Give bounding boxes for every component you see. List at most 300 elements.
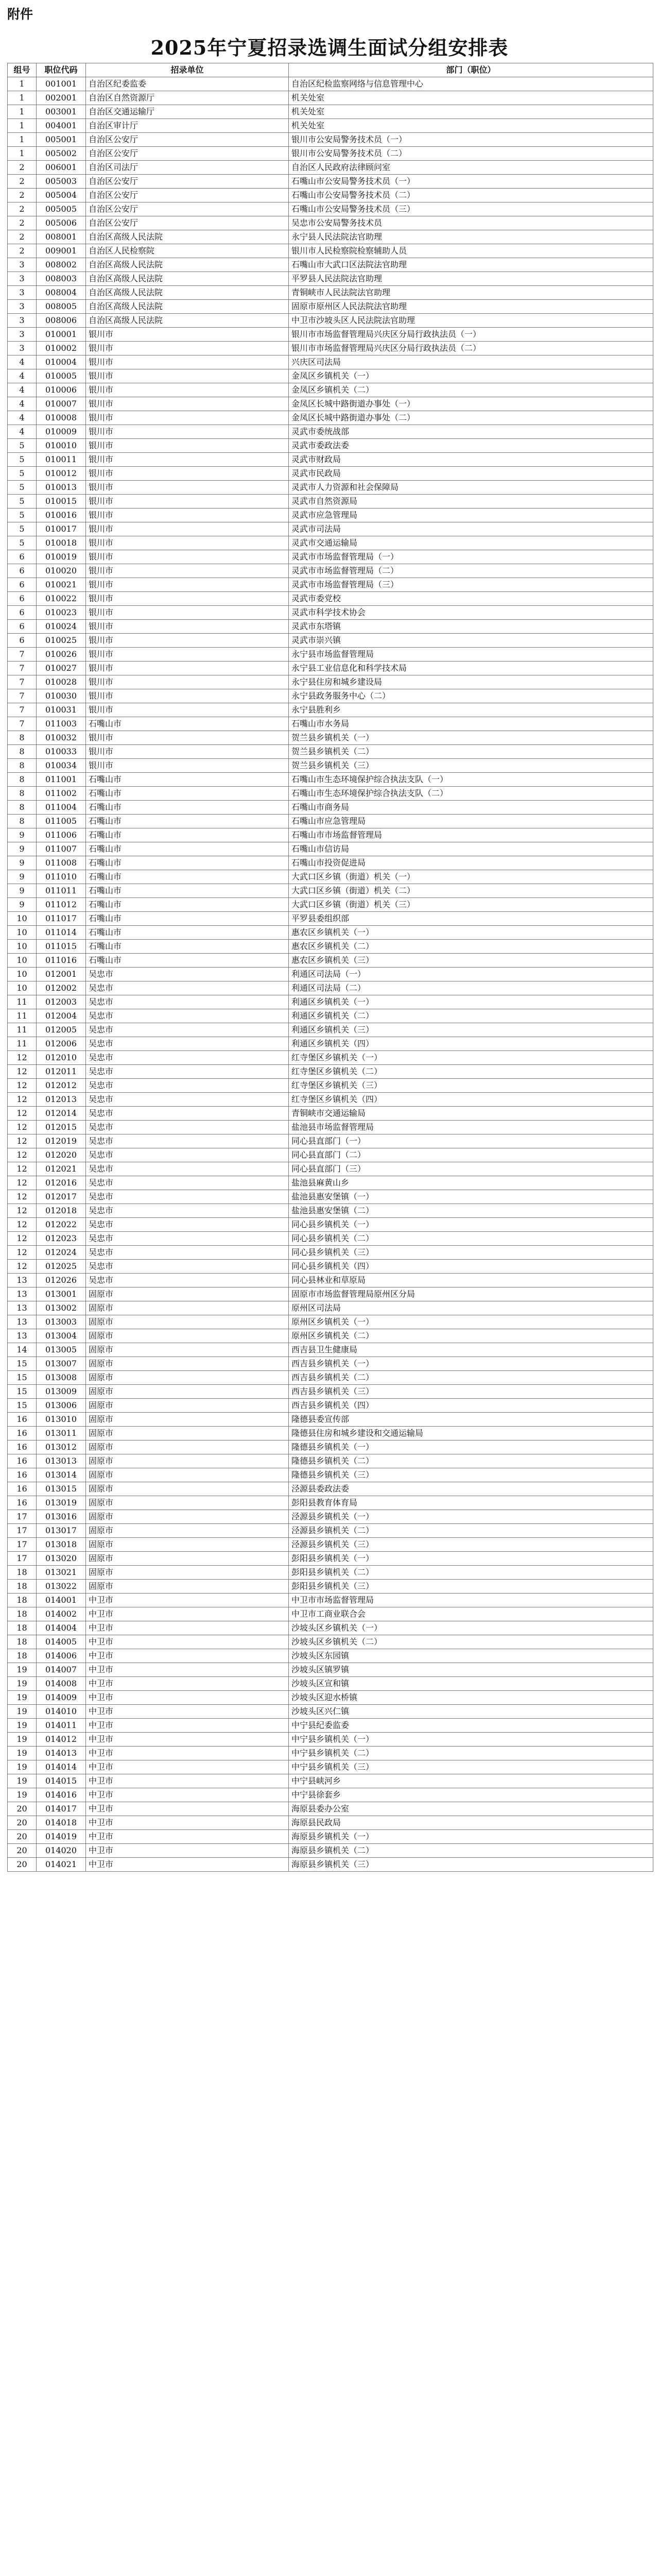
position-code-cell: 002001 — [37, 91, 86, 105]
position-code-cell: 012001 — [37, 968, 86, 981]
recruiting-unit-cell: 固原市 — [86, 1427, 289, 1440]
table-row — [8, 77, 653, 91]
group-number-cell: 9 — [8, 856, 37, 870]
department-cell: 盐池县麻黄山乡 — [289, 1176, 653, 1190]
department-cell: 灵武市科学技术协会 — [289, 606, 653, 620]
group-number-cell: 10 — [8, 954, 37, 968]
position-code-cell: 013020 — [37, 1552, 86, 1566]
recruiting-unit-cell: 吴忠市 — [86, 995, 289, 1009]
group-number-cell: 10 — [8, 968, 37, 981]
position-code-cell: 013002 — [37, 1301, 86, 1315]
position-code-cell: 014005 — [37, 1635, 86, 1649]
group-number-cell: 2 — [8, 244, 37, 258]
recruiting-unit-cell: 吴忠市 — [86, 1134, 289, 1148]
department-cell: 沙坡头区镇罗镇 — [289, 1663, 653, 1677]
position-code-cell: 008001 — [37, 230, 86, 244]
position-code-cell: 011004 — [37, 801, 86, 815]
group-number-cell: 2 — [8, 202, 37, 216]
table-row — [8, 578, 653, 592]
group-number-cell: 5 — [8, 481, 37, 495]
recruiting-unit-cell: 银川市 — [86, 495, 289, 509]
department-cell: 自治区人民政府法律顾问室 — [289, 161, 653, 175]
department-cell: 永宁县住房和城乡建设局 — [289, 675, 653, 689]
department-cell: 红寺堡区乡镇机关（二） — [289, 1065, 653, 1079]
position-code-cell: 010020 — [37, 564, 86, 578]
position-code-cell: 011003 — [37, 717, 86, 731]
table-row — [8, 91, 653, 105]
group-number-cell: 11 — [8, 1023, 37, 1037]
position-code-cell: 012015 — [37, 1121, 86, 1134]
department-cell: 石嘴山市投资促进局 — [289, 856, 653, 870]
group-number-cell: 4 — [8, 397, 37, 411]
group-number-cell: 2 — [8, 175, 37, 189]
group-number-cell: 6 — [8, 620, 37, 634]
table-row — [8, 342, 653, 355]
recruiting-unit-cell: 中卫市 — [86, 1607, 289, 1621]
department-cell: 石嘴山市公安局警务技术员（二） — [289, 189, 653, 202]
recruiting-unit-cell: 自治区公安厅 — [86, 175, 289, 189]
position-code-cell: 013006 — [37, 1399, 86, 1413]
recruiting-unit-cell: 固原市 — [86, 1552, 289, 1566]
table-row — [8, 1760, 653, 1774]
group-number-cell: 1 — [8, 147, 37, 161]
recruiting-unit-cell: 自治区高级人民法院 — [86, 272, 289, 286]
recruiting-unit-cell: 中卫市 — [86, 1733, 289, 1747]
department-cell: 泾源县乡镇机关（一） — [289, 1510, 653, 1524]
department-cell: 沙坡头区东园镇 — [289, 1649, 653, 1663]
department-cell: 西吉县乡镇机关（一） — [289, 1357, 653, 1371]
table-row — [8, 258, 653, 272]
department-cell: 同心县乡镇机关（四） — [289, 1260, 653, 1274]
department-cell: 泾源县乡镇机关（三） — [289, 1538, 653, 1552]
department-cell: 同心县乡镇机关（二） — [289, 1232, 653, 1246]
department-cell: 灵武市财政局 — [289, 453, 653, 467]
department-cell: 永宁县人民法院法官助理 — [289, 230, 653, 244]
department-cell: 灵武市市场监督管理局（二） — [289, 564, 653, 578]
group-number-cell: 12 — [8, 1107, 37, 1121]
group-number-cell: 16 — [8, 1454, 37, 1468]
position-code-cell: 012004 — [37, 1009, 86, 1023]
table-row — [8, 1691, 653, 1705]
position-code-cell: 013008 — [37, 1371, 86, 1385]
position-code-cell: 010034 — [37, 759, 86, 773]
table-row — [8, 495, 653, 509]
position-code-cell: 014018 — [37, 1816, 86, 1830]
position-code-cell: 011015 — [37, 940, 86, 954]
group-number-cell: 5 — [8, 453, 37, 467]
group-number-cell: 5 — [8, 509, 37, 522]
table-row — [8, 1023, 653, 1037]
table-row — [8, 1260, 653, 1274]
group-number-cell: 15 — [8, 1399, 37, 1413]
position-code-cell: 013016 — [37, 1510, 86, 1524]
position-code-cell: 012025 — [37, 1260, 86, 1274]
attachment-label: 附件 — [7, 7, 33, 22]
table-row — [8, 703, 653, 717]
table-row — [8, 662, 653, 675]
group-number-cell: 1 — [8, 77, 37, 91]
position-code-cell: 013022 — [37, 1580, 86, 1594]
table-row — [8, 1858, 653, 1872]
group-number-cell: 12 — [8, 1218, 37, 1232]
department-cell: 彭阳县乡镇机关（一） — [289, 1552, 653, 1566]
table-row — [8, 675, 653, 689]
table-row — [8, 1427, 653, 1440]
recruiting-unit-cell: 自治区司法厅 — [86, 161, 289, 175]
recruiting-unit-cell: 吴忠市 — [86, 1260, 289, 1274]
department-cell: 金凤区乡镇机关（二） — [289, 383, 653, 397]
department-cell: 石嘴山市公安局警务技术员（三） — [289, 202, 653, 216]
department-cell: 红寺堡区乡镇机关（四） — [289, 1093, 653, 1107]
department-cell: 石嘴山市生态环境保护综合执法支队（一） — [289, 773, 653, 787]
table-row — [8, 1621, 653, 1635]
recruiting-unit-cell: 中卫市 — [86, 1816, 289, 1830]
recruiting-unit-cell: 固原市 — [86, 1538, 289, 1552]
group-number-cell: 3 — [8, 342, 37, 355]
department-cell: 沙坡头区兴仁镇 — [289, 1705, 653, 1719]
header-unit: 招录单位 — [86, 63, 289, 77]
position-code-cell: 011016 — [37, 954, 86, 968]
group-number-cell: 8 — [8, 745, 37, 759]
department-cell: 盐池县惠安堡镇（二） — [289, 1204, 653, 1218]
recruiting-unit-cell: 自治区审计厅 — [86, 119, 289, 133]
group-number-cell: 9 — [8, 842, 37, 856]
table-row — [8, 411, 653, 425]
position-code-cell: 010001 — [37, 328, 86, 342]
position-code-cell: 012013 — [37, 1093, 86, 1107]
group-number-cell: 18 — [8, 1580, 37, 1594]
recruiting-unit-cell: 自治区公安厅 — [86, 202, 289, 216]
table-row — [8, 1747, 653, 1760]
group-number-cell: 19 — [8, 1677, 37, 1691]
recruiting-unit-cell: 石嘴山市 — [86, 842, 289, 856]
recruiting-unit-cell: 中卫市 — [86, 1774, 289, 1788]
department-cell: 机关处室 — [289, 91, 653, 105]
table-row — [8, 1204, 653, 1218]
group-number-cell: 1 — [8, 119, 37, 133]
position-code-cell: 011010 — [37, 870, 86, 884]
table-row — [8, 898, 653, 912]
department-cell: 金凤区乡镇机关（一） — [289, 369, 653, 383]
department-cell: 大武口区乡镇（街道）机关（二） — [289, 884, 653, 898]
recruiting-unit-cell: 自治区公安厅 — [86, 133, 289, 147]
position-code-cell: 010006 — [37, 383, 86, 397]
department-cell: 隆德县住房和城乡建设和交通运输局 — [289, 1427, 653, 1440]
department-cell: 同心县乡镇机关（三） — [289, 1246, 653, 1260]
group-number-cell: 12 — [8, 1232, 37, 1246]
table-row — [8, 634, 653, 648]
group-number-cell: 11 — [8, 1037, 37, 1051]
table-row — [8, 842, 653, 856]
header-group: 组号 — [8, 63, 37, 77]
table-row — [8, 522, 653, 536]
table-row — [8, 161, 653, 175]
department-cell: 平罗县人民法院法官助理 — [289, 272, 653, 286]
table-row — [8, 189, 653, 202]
table-row — [8, 1677, 653, 1691]
department-cell: 海原县乡镇机关（三） — [289, 1858, 653, 1872]
position-code-cell: 010027 — [37, 662, 86, 675]
recruiting-unit-cell: 银川市 — [86, 731, 289, 745]
recruiting-unit-cell: 吴忠市 — [86, 1009, 289, 1023]
position-code-cell: 010031 — [37, 703, 86, 717]
recruiting-unit-cell: 银川市 — [86, 550, 289, 564]
department-cell: 惠农区乡镇机关（三） — [289, 954, 653, 968]
recruiting-unit-cell: 石嘴山市 — [86, 912, 289, 926]
group-number-cell: 8 — [8, 759, 37, 773]
recruiting-unit-cell: 吴忠市 — [86, 1176, 289, 1190]
recruiting-unit-cell: 固原市 — [86, 1329, 289, 1343]
position-code-cell: 012026 — [37, 1274, 86, 1287]
table-row — [8, 1607, 653, 1621]
group-number-cell: 19 — [8, 1719, 37, 1733]
position-code-cell: 013009 — [37, 1385, 86, 1399]
table-row — [8, 1329, 653, 1343]
group-number-cell: 14 — [8, 1343, 37, 1357]
position-code-cell: 012019 — [37, 1134, 86, 1148]
position-code-cell: 013012 — [37, 1440, 86, 1454]
group-number-cell: 5 — [8, 522, 37, 536]
position-code-cell: 011007 — [37, 842, 86, 856]
position-code-cell: 012023 — [37, 1232, 86, 1246]
table-row — [8, 244, 653, 258]
recruiting-unit-cell: 石嘴山市 — [86, 856, 289, 870]
recruiting-unit-cell: 吴忠市 — [86, 1093, 289, 1107]
recruiting-unit-cell: 中卫市 — [86, 1649, 289, 1663]
department-cell: 石嘴山市商务局 — [289, 801, 653, 815]
group-number-cell: 2 — [8, 161, 37, 175]
recruiting-unit-cell: 自治区交通运输厅 — [86, 105, 289, 119]
table-row — [8, 981, 653, 995]
department-cell: 兴庆区司法局 — [289, 355, 653, 369]
position-code-cell: 012021 — [37, 1162, 86, 1176]
position-code-cell: 010030 — [37, 689, 86, 703]
recruiting-unit-cell: 中卫市 — [86, 1677, 289, 1691]
table-row — [8, 1065, 653, 1079]
department-cell: 彭阳县乡镇机关（二） — [289, 1566, 653, 1580]
department-cell: 中宁县峡河乡 — [289, 1774, 653, 1788]
department-cell: 利通区司法局（二） — [289, 981, 653, 995]
position-code-cell: 011011 — [37, 884, 86, 898]
group-number-cell: 6 — [8, 634, 37, 648]
table-row — [8, 1232, 653, 1246]
department-cell: 中宁县乡镇机关（三） — [289, 1760, 653, 1774]
group-number-cell: 4 — [8, 383, 37, 397]
position-code-cell: 004001 — [37, 119, 86, 133]
header-code: 职位代码 — [37, 63, 86, 77]
department-cell: 惠农区乡镇机关（二） — [289, 940, 653, 954]
position-code-cell: 012024 — [37, 1246, 86, 1260]
table-row — [8, 828, 653, 842]
recruiting-unit-cell: 自治区高级人民法院 — [86, 314, 289, 328]
department-cell: 利通区乡镇机关（二） — [289, 1009, 653, 1023]
group-number-cell: 8 — [8, 773, 37, 787]
group-number-cell: 9 — [8, 884, 37, 898]
table-row — [8, 1468, 653, 1482]
position-code-cell: 014002 — [37, 1607, 86, 1621]
recruiting-unit-cell: 吴忠市 — [86, 1051, 289, 1065]
department-cell: 隆德县委宣传部 — [289, 1413, 653, 1427]
recruiting-unit-cell: 银川市 — [86, 453, 289, 467]
department-cell: 沙坡头区宣和镇 — [289, 1677, 653, 1691]
position-code-cell: 010033 — [37, 745, 86, 759]
recruiting-unit-cell: 自治区公安厅 — [86, 216, 289, 230]
department-cell: 贺兰县乡镇机关（二） — [289, 745, 653, 759]
position-code-cell: 014019 — [37, 1830, 86, 1844]
department-cell: 灵武市委政法委 — [289, 439, 653, 453]
position-code-cell: 010019 — [37, 550, 86, 564]
recruiting-unit-cell: 石嘴山市 — [86, 870, 289, 884]
group-number-cell: 7 — [8, 717, 37, 731]
table-row — [8, 1037, 653, 1051]
group-number-cell: 3 — [8, 314, 37, 328]
group-number-cell: 2 — [8, 216, 37, 230]
position-code-cell: 005002 — [37, 147, 86, 161]
position-code-cell: 014020 — [37, 1844, 86, 1858]
recruiting-unit-cell: 固原市 — [86, 1413, 289, 1427]
recruiting-unit-cell: 中卫市 — [86, 1802, 289, 1816]
department-cell: 中卫市市场监督管理局 — [289, 1594, 653, 1607]
table-row — [8, 397, 653, 411]
recruiting-unit-cell: 银川市 — [86, 648, 289, 662]
table-row — [8, 1663, 653, 1677]
group-number-cell: 16 — [8, 1427, 37, 1440]
department-cell: 同心县直部门（一） — [289, 1134, 653, 1148]
department-cell: 石嘴山市大武口区法院法官助理 — [289, 258, 653, 272]
group-number-cell: 17 — [8, 1552, 37, 1566]
recruiting-unit-cell: 银川市 — [86, 578, 289, 592]
recruiting-unit-cell: 中卫市 — [86, 1788, 289, 1802]
department-cell: 泾源县委政法委 — [289, 1482, 653, 1496]
group-number-cell: 8 — [8, 731, 37, 745]
table-row — [8, 1051, 653, 1065]
recruiting-unit-cell: 中卫市 — [86, 1747, 289, 1760]
department-cell: 原州区乡镇机关（一） — [289, 1315, 653, 1329]
recruiting-unit-cell: 银川市 — [86, 481, 289, 495]
table-row — [8, 648, 653, 662]
recruiting-unit-cell: 吴忠市 — [86, 1204, 289, 1218]
position-code-cell: 011005 — [37, 815, 86, 828]
recruiting-unit-cell: 石嘴山市 — [86, 898, 289, 912]
group-number-cell: 16 — [8, 1482, 37, 1496]
table-row — [8, 300, 653, 314]
recruiting-unit-cell: 石嘴山市 — [86, 940, 289, 954]
table-row — [8, 286, 653, 300]
position-code-cell: 010011 — [37, 453, 86, 467]
group-number-cell: 10 — [8, 912, 37, 926]
table-row — [8, 1844, 653, 1858]
department-cell: 沙坡头区迎水桥镇 — [289, 1691, 653, 1705]
position-code-cell: 013015 — [37, 1482, 86, 1496]
position-code-cell: 014006 — [37, 1649, 86, 1663]
group-number-cell: 9 — [8, 898, 37, 912]
group-number-cell: 12 — [8, 1176, 37, 1190]
table-row — [8, 606, 653, 620]
department-cell: 灵武市应急管理局 — [289, 509, 653, 522]
table-row — [8, 1788, 653, 1802]
recruiting-unit-cell: 中卫市 — [86, 1691, 289, 1705]
department-cell: 原州区乡镇机关（二） — [289, 1329, 653, 1343]
recruiting-unit-cell: 银川市 — [86, 606, 289, 620]
table-row — [8, 717, 653, 731]
group-number-cell: 11 — [8, 995, 37, 1009]
position-code-cell: 003001 — [37, 105, 86, 119]
group-number-cell: 12 — [8, 1065, 37, 1079]
position-code-cell: 014011 — [37, 1719, 86, 1733]
department-cell: 彭阳县教育体育局 — [289, 1496, 653, 1510]
group-number-cell: 12 — [8, 1051, 37, 1065]
table-row — [8, 439, 653, 453]
department-cell: 灵武市民政局 — [289, 467, 653, 481]
group-number-cell: 10 — [8, 981, 37, 995]
department-cell: 贺兰县乡镇机关（三） — [289, 759, 653, 773]
table-row — [8, 1649, 653, 1663]
department-cell: 石嘴山市水务局 — [289, 717, 653, 731]
recruiting-unit-cell: 固原市 — [86, 1468, 289, 1482]
department-cell: 吴忠市公安局警务技术员 — [289, 216, 653, 230]
recruiting-unit-cell: 吴忠市 — [86, 1065, 289, 1079]
table-row — [8, 759, 653, 773]
group-number-cell: 7 — [8, 675, 37, 689]
department-cell: 灵武市委统战部 — [289, 425, 653, 439]
table-row — [8, 787, 653, 801]
table-row — [8, 815, 653, 828]
position-code-cell: 010023 — [37, 606, 86, 620]
table-row — [8, 355, 653, 369]
recruiting-unit-cell: 吴忠市 — [86, 1121, 289, 1134]
recruiting-unit-cell: 银川市 — [86, 383, 289, 397]
group-number-cell: 2 — [8, 189, 37, 202]
department-cell: 同心县乡镇机关（一） — [289, 1218, 653, 1232]
group-number-cell: 19 — [8, 1733, 37, 1747]
department-cell: 金凤区长城中路街道办事处（一） — [289, 397, 653, 411]
group-number-cell: 19 — [8, 1705, 37, 1719]
position-code-cell: 010002 — [37, 342, 86, 355]
group-number-cell: 20 — [8, 1858, 37, 1872]
position-code-cell: 005003 — [37, 175, 86, 189]
group-number-cell: 18 — [8, 1607, 37, 1621]
table-row — [8, 1830, 653, 1844]
position-code-cell: 014010 — [37, 1705, 86, 1719]
department-cell: 同心县直部门（二） — [289, 1148, 653, 1162]
department-cell: 中宁县徐套乡 — [289, 1788, 653, 1802]
table-row — [8, 509, 653, 522]
group-number-cell: 7 — [8, 703, 37, 717]
position-code-cell: 013004 — [37, 1329, 86, 1343]
table-row — [8, 1371, 653, 1385]
table-row — [8, 1134, 653, 1148]
recruiting-unit-cell: 石嘴山市 — [86, 773, 289, 787]
recruiting-unit-cell: 自治区高级人民法院 — [86, 286, 289, 300]
recruiting-unit-cell: 石嘴山市 — [86, 926, 289, 940]
position-code-cell: 014004 — [37, 1621, 86, 1635]
group-number-cell: 10 — [8, 926, 37, 940]
table-row — [8, 1524, 653, 1538]
recruiting-unit-cell: 银川市 — [86, 592, 289, 606]
table-row — [8, 1107, 653, 1121]
position-code-cell: 010017 — [37, 522, 86, 536]
recruiting-unit-cell: 吴忠市 — [86, 1148, 289, 1162]
position-code-cell: 012016 — [37, 1176, 86, 1190]
group-number-cell: 3 — [8, 300, 37, 314]
position-code-cell: 011001 — [37, 773, 86, 787]
table-row — [8, 202, 653, 216]
table-row — [8, 1287, 653, 1301]
table-row — [8, 1594, 653, 1607]
department-cell: 利通区乡镇机关（三） — [289, 1023, 653, 1037]
group-number-cell: 2 — [8, 230, 37, 244]
recruiting-unit-cell: 石嘴山市 — [86, 787, 289, 801]
